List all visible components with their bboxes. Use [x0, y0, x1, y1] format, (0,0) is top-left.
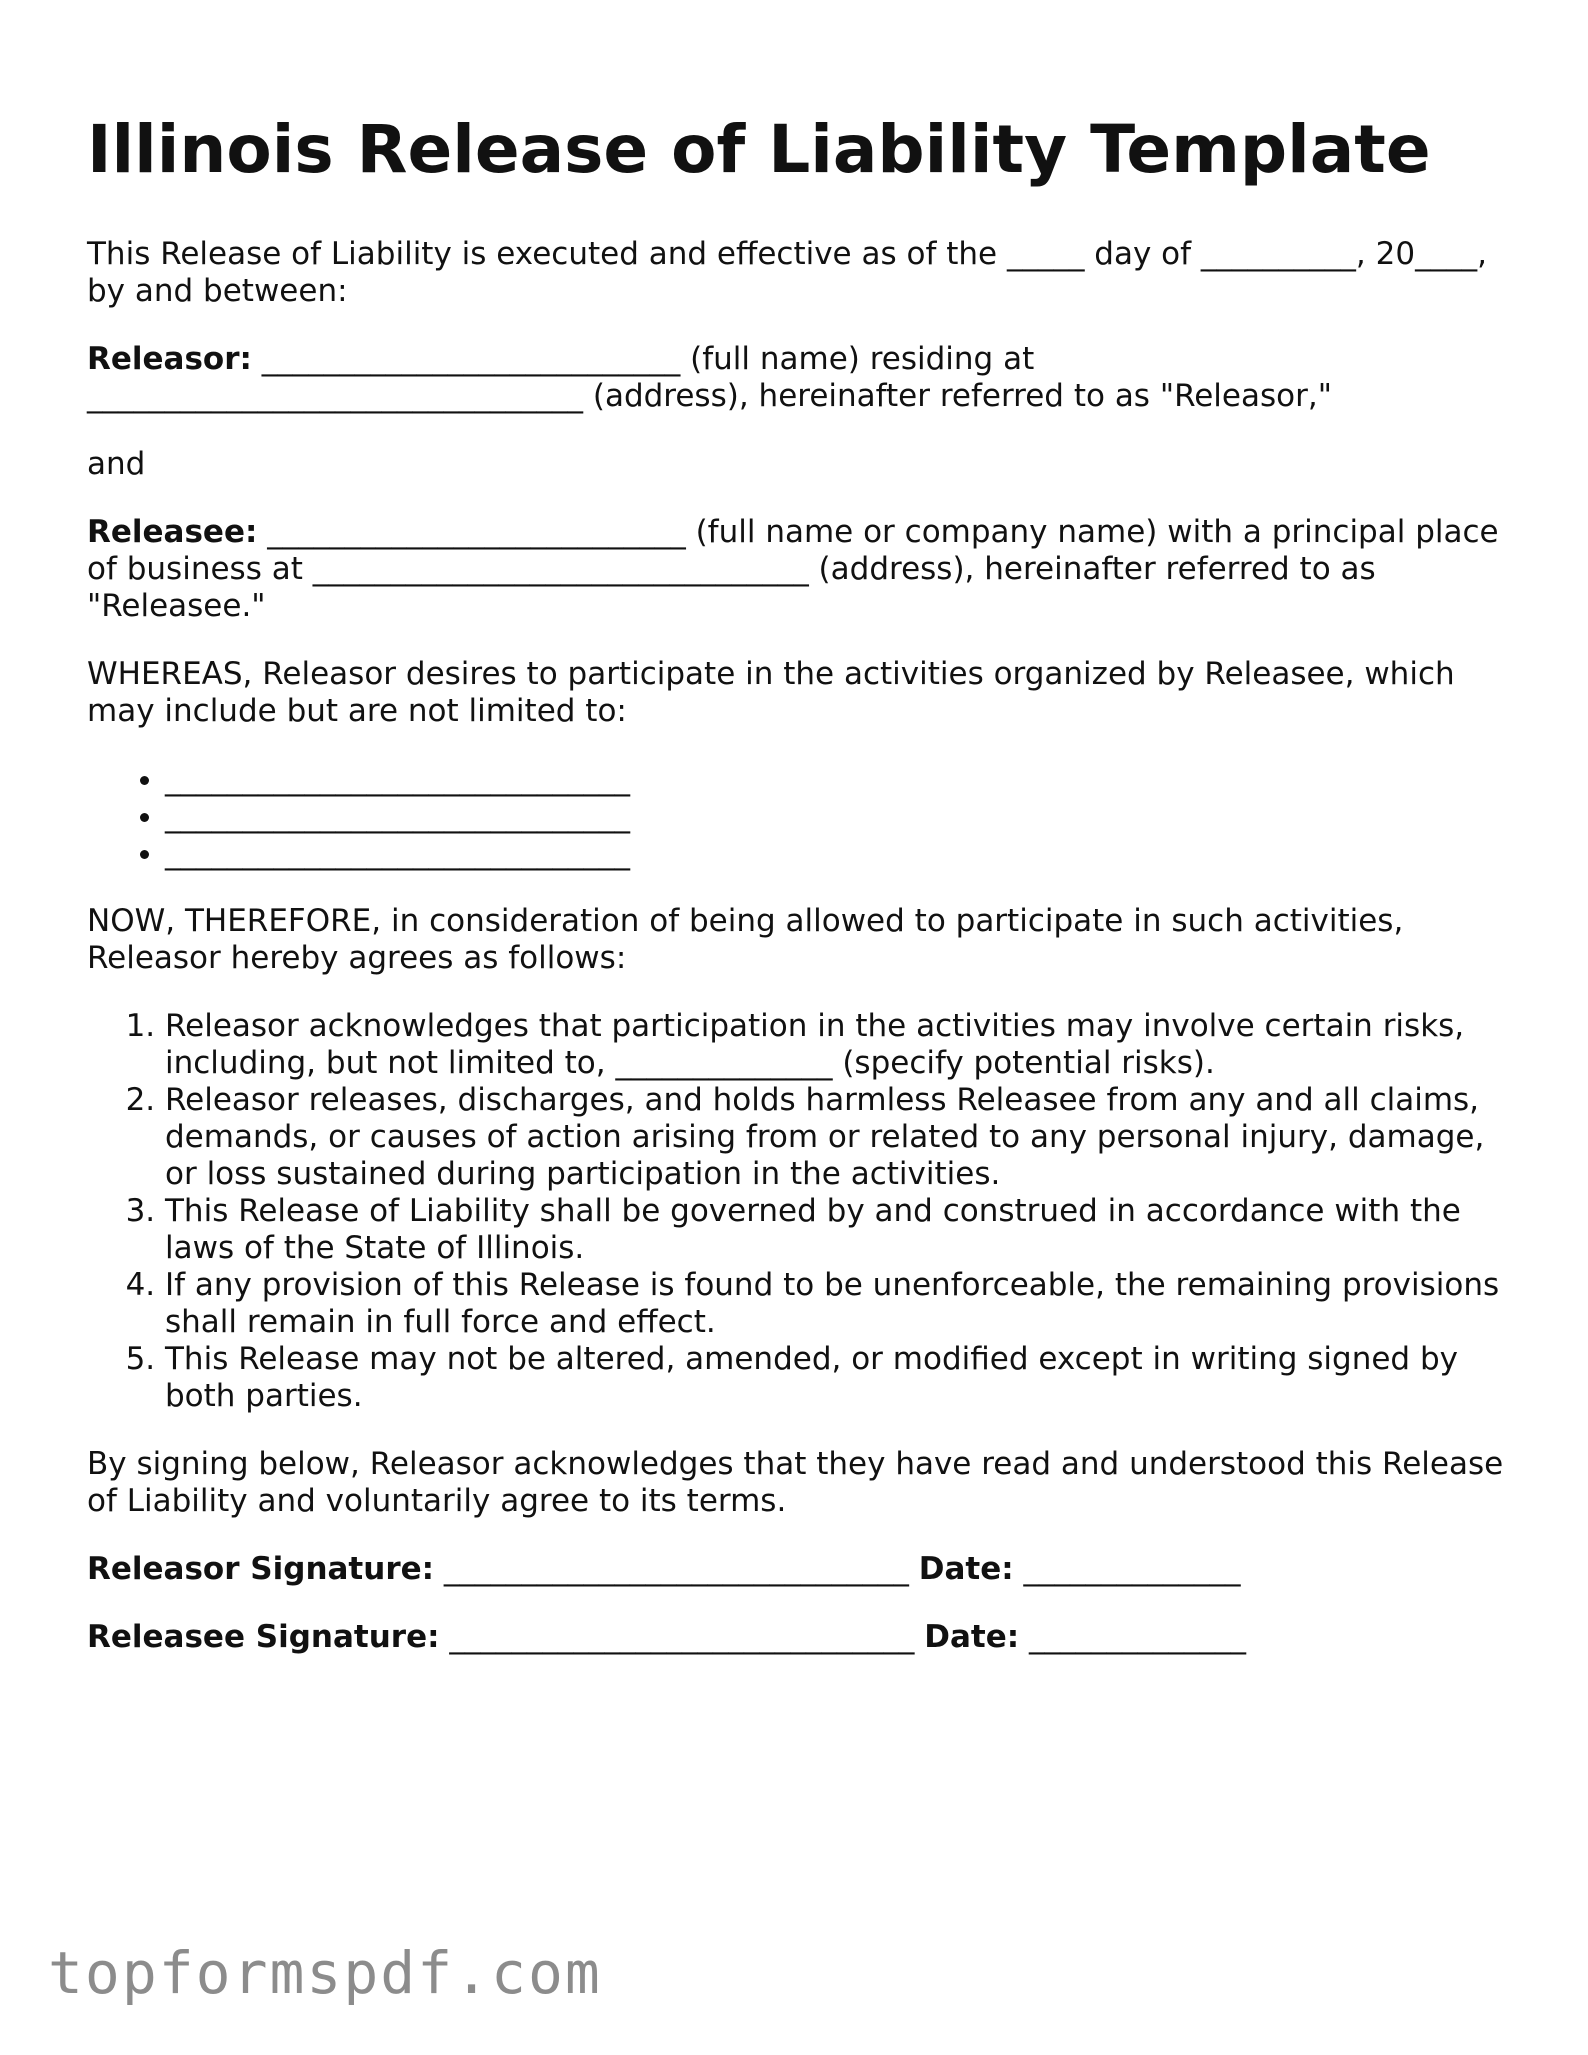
releasor-signature-label: Releasor Signature: [87, 1551, 435, 1587]
list-item: • ______________________________ [165, 798, 1507, 835]
releasor-signature-line [87, 1551, 1507, 1588]
whereas-paragraph: WHEREAS, Releasor desires to participate in the activities organized by Releasee, which may include but are not limited to: [87, 656, 1455, 729]
document-title: Illinois Release of Liability Template [87, 111, 1431, 188]
releasee-label: Releasee: [87, 514, 258, 550]
releasor-text: ___________________________ (full name) residing at ________________________________ (address), hereinafter referred to as "Releasor," [87, 341, 1332, 414]
releasor-date-blank: ______________ [1013, 1551, 1241, 1587]
and-paragraph: and [87, 446, 146, 482]
now-therefore-paragraph: NOW, THEREFORE, in consideration of being allowed to participate in such activities, Releasor hereby agrees as follows: [87, 903, 1404, 976]
releasor-date-label: Date: [918, 1551, 1014, 1587]
releasor-signature-blank: ______________________________ [434, 1551, 919, 1587]
releasee-date-blank: ______________ [1019, 1619, 1246, 1655]
intro-paragraph: This Release of Liability is executed and effective as of the _____ day of __________, 20____, by and between: [87, 236, 1487, 309]
releasor-paragraph [87, 341, 1507, 415]
releasee-date-label: Date: [924, 1619, 1020, 1655]
releasor-label: Releasor: [87, 341, 252, 377]
activities-list [87, 761, 1507, 872]
term-item: 3. This Release of Liability shall be governed by and construed in accordance with the laws of the State of Illinois. [165, 1193, 1507, 1267]
term-item: 1. Releasor acknowledges that participation in the activities may involve certain risks, including, but not limited to, ______________ (specify potential risks). [165, 1008, 1507, 1082]
list-item: • ______________________________ [165, 761, 1507, 798]
document-body [87, 108, 1507, 1687]
closing-paragraph: By signing below, Releasor acknowledges that they have read and understood this Release of Liability and voluntarily agree to its terms. [87, 1446, 1504, 1519]
watermark: topformspdf.com [48, 1939, 602, 2007]
releasee-signature-label: Releasee Signature: [87, 1619, 440, 1655]
term-item: 2. Releasor releases, discharges, and holds harmless Releasee from any and all claims, demands, or causes of action arising from or related to any personal injury, damage, or loss sustained during participation in the activities. [165, 1082, 1507, 1193]
releasee-signature-line [87, 1619, 1507, 1656]
releasee-paragraph [87, 514, 1507, 625]
term-item: 4. If any provision of this Release is found to be unenforceable, the remaining provisions shall remain in full force and effect. [165, 1267, 1507, 1341]
list-item: • ______________________________ [165, 835, 1507, 872]
term-item: 5. This Release may not be altered, amended, or modified except in writing signed by both parties. [165, 1341, 1507, 1415]
releasee-signature-blank: ______________________________ [439, 1619, 925, 1655]
terms-list [87, 1008, 1507, 1415]
releasee-text: ___________________________ (full name or company name) with a principal place of business at ________________________________ (address), hereinafter referred to as "Releasee." [87, 514, 1499, 624]
